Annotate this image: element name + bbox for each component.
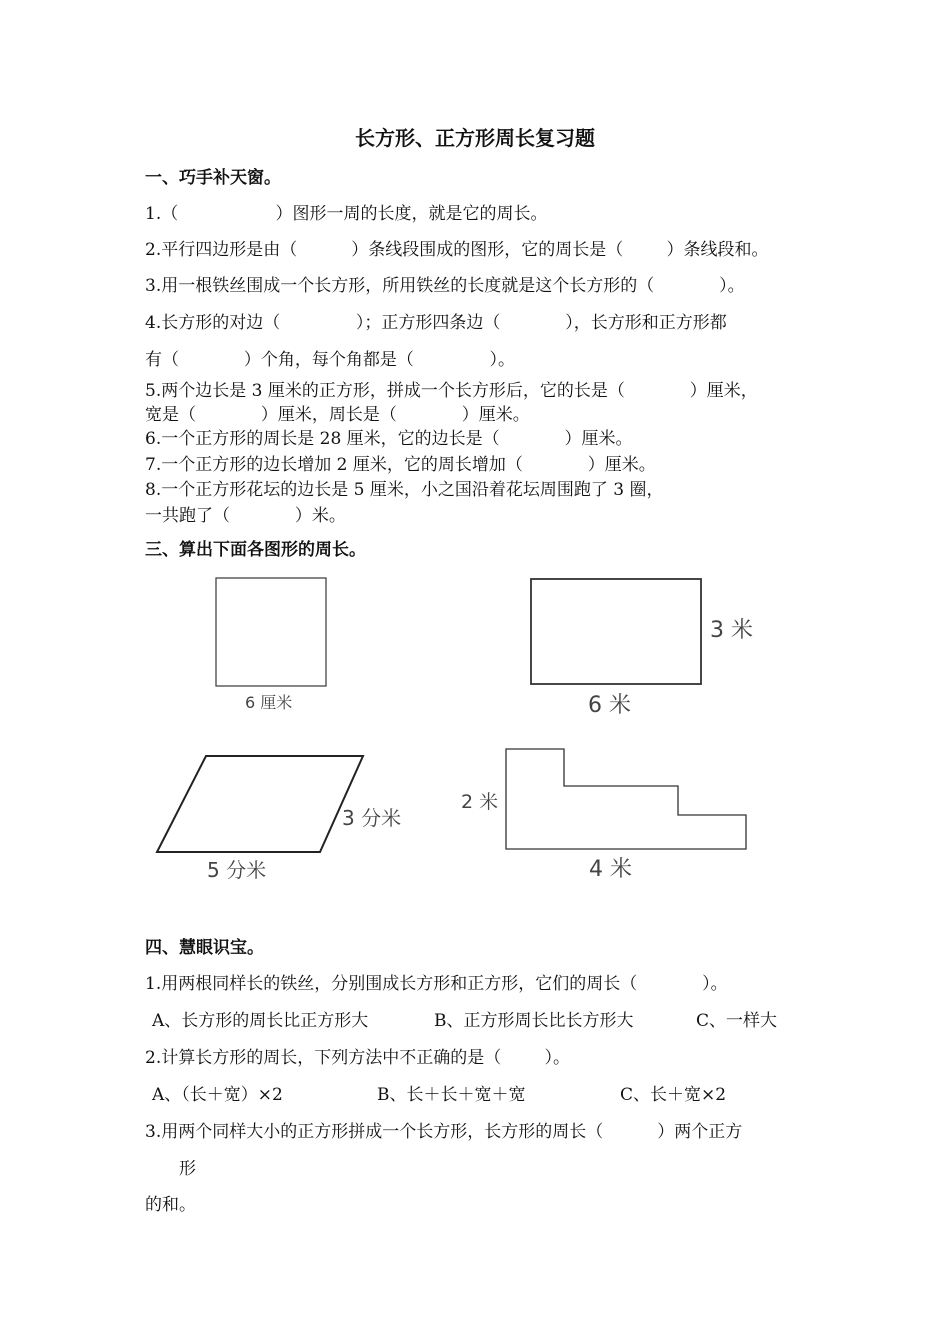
question-4-2: 2.计算长方形的周长，下列方法中不正确的是（ ）。 [145, 1048, 570, 1068]
question-1-8-line1: 8.一个正方形花坛的边长是 5 厘米，小之国沿着花坛周围跑了 3 圈， [145, 480, 664, 500]
question-4-1-option-a: A、长方形的周长比正方形大 [152, 1011, 369, 1031]
rectangle-width-label: 3 米 [710, 618, 753, 643]
question-4-2-option-b: B、长＋长＋宽＋宽 [377, 1085, 526, 1105]
question-1-5-line2: 宽是（ ）厘米，周长是（ ）厘米。 [145, 405, 530, 425]
step-shape-height-label: 2 米 [461, 791, 499, 813]
parallelogram-base-label: 5 分米 [207, 858, 267, 882]
question-4-3-line2: 形 [179, 1159, 196, 1179]
square-side-label: 6 厘米 [245, 693, 293, 712]
question-1-4-line1: 4.长方形的对边（ ）；正方形四条边（ ），长方形和正方形都 [145, 313, 727, 333]
rectangle-figure [531, 579, 701, 684]
question-1-3: 3.用一根铁丝围成一个长方形，所用铁丝的长度就是这个长方形的（ ）。 [145, 276, 745, 296]
step-shape-figure [506, 749, 746, 849]
question-1-6: 6.一个正方形的周长是 28 厘米，它的边长是（ ）厘米。 [145, 429, 633, 449]
rectangle-length-label: 6 米 [588, 693, 631, 718]
page-title: 长方形、正方形周长复习题 [355, 126, 595, 150]
question-1-5-line1: 5.两个边长是 3 厘米的正方形，拼成一个长方形后，它的长是（ ）厘米， [145, 381, 758, 401]
square-figure [216, 578, 326, 686]
question-4-2-option-a: A、（长＋宽）×2 [152, 1085, 283, 1105]
question-4-1-option-b: B、正方形周长比长方形大 [434, 1011, 634, 1031]
question-4-1-option-c: C、一样大 [696, 1011, 778, 1031]
question-4-2-option-c: C、长＋宽×2 [620, 1085, 727, 1105]
question-4-1: 1.用两根同样长的铁丝，分别围成长方形和正方形，它们的周长（ ）。 [145, 974, 728, 994]
section-heading-perimeter: 三、算出下面各图形的周长。 [145, 540, 366, 560]
section-heading-fill-blanks: 一、巧手补天窗。 [145, 168, 281, 188]
question-4-3-line3: 的和。 [145, 1195, 196, 1215]
parallelogram-figure [157, 756, 363, 852]
question-1-7: 7.一个正方形的边长增加 2 厘米，它的周长增加（ ）厘米。 [145, 455, 656, 475]
question-4-3-line1: 3.用两个同样大小的正方形拼成一个长方形，长方形的周长（ ）两个正方 [145, 1122, 743, 1142]
question-1-1: 1.（ ）图形一周的长度，就是它的周长。 [145, 204, 548, 224]
question-1-4-line2: 有（ ）个角，每个角都是（ ）。 [145, 350, 515, 370]
parallelogram-side-label: 3 分米 [342, 806, 402, 830]
question-1-2: 2.平行四边形是由（ ）条线段围成的图形，它的周长是（ ）条线段和。 [145, 240, 769, 260]
section-heading-multiple-choice: 四、慧眼识宝。 [145, 938, 264, 958]
step-shape-base-label: 4 米 [589, 857, 632, 882]
question-1-8-line2: 一共跑了（ ）米。 [145, 506, 346, 526]
